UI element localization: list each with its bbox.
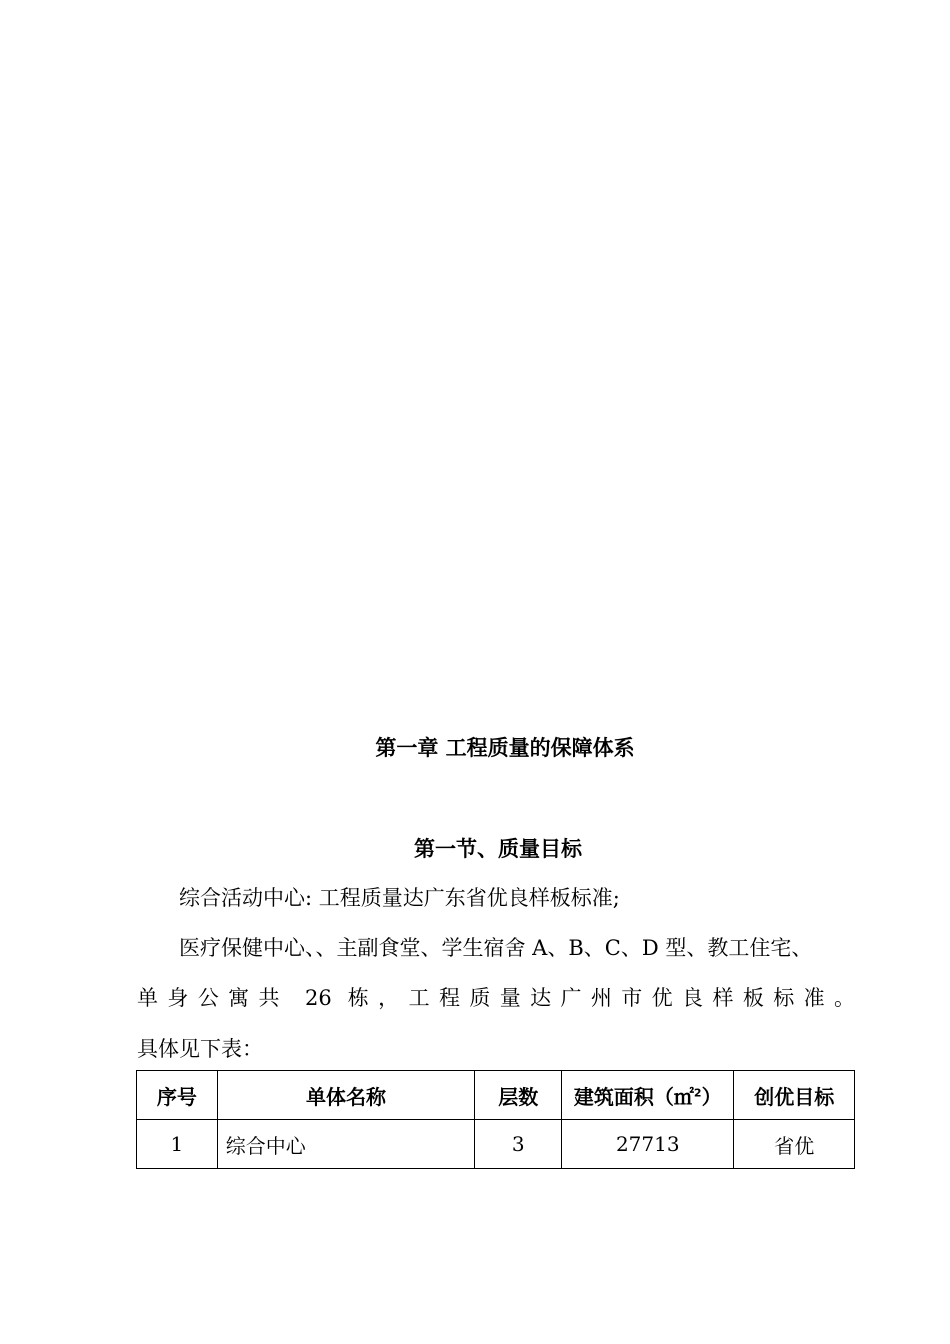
section-title: 第一节、质量目标 [414,837,582,861]
table-row [137,1120,855,1169]
quality-target-table [136,1070,855,1169]
paragraph-buildings-target-line1: 医疗保健中心、、主副食堂、学生宿舍 A、B、C、D 型、教工住宅、 [179,936,813,960]
cell-name: 综合中心 [217,1120,475,1169]
cell-seq: 1 [137,1120,218,1169]
cell-area: 27713 [562,1120,734,1169]
header-target: 创优目标 [734,1071,855,1120]
chapter-title: 第一章 工程质量的保障体系 [375,736,635,760]
cell-floors: 3 [475,1120,562,1169]
paragraph-activity-center-target: 综合活动中心: 工程质量达广东省优良样板标准; [179,886,620,910]
paragraph-buildings-target-line2: 单身公寓共 26 栋，工程质量达广州市优良样板标准。 [137,986,855,1010]
table-header-row [137,1071,855,1120]
paragraph-see-table: 具体见下表： [137,1037,263,1061]
cell-target: 省优 [734,1120,855,1169]
header-area-suffix: ） [701,1084,722,1109]
header-area-prefix: 建筑面积（㎡ [573,1084,694,1109]
header-seq: 序号 [137,1071,218,1120]
header-name: 单体名称 [217,1071,475,1120]
header-area [562,1071,734,1120]
header-floors: 层数 [475,1071,562,1120]
superscript-two: 2 [693,1085,702,1099]
